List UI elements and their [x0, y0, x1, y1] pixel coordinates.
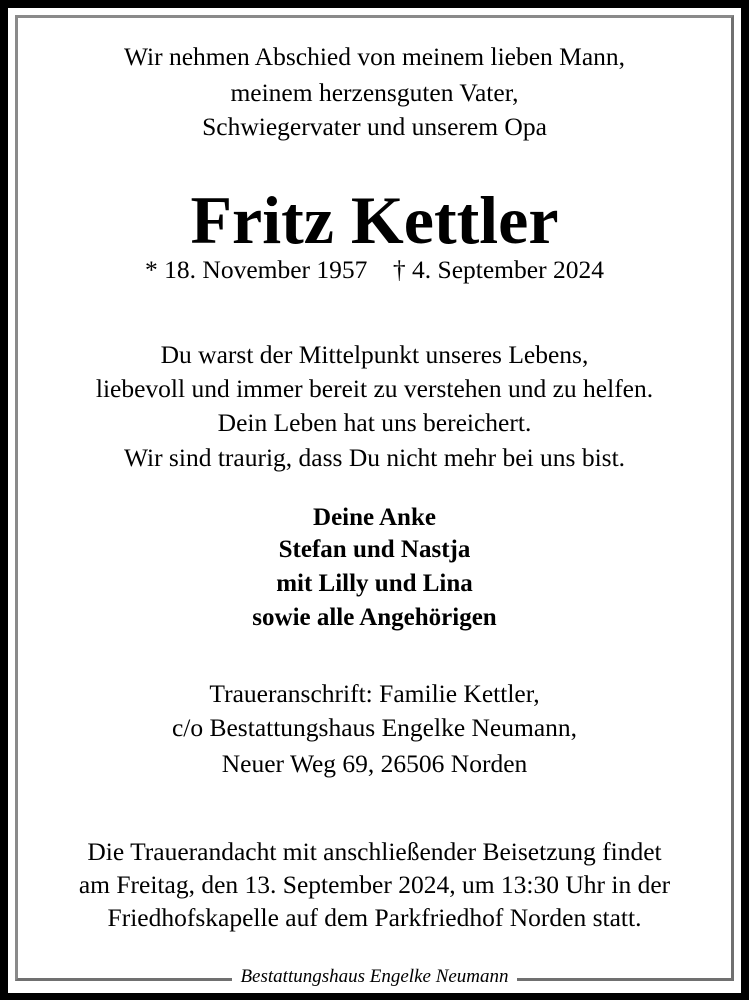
intro-line: Wir nehmen Abschied von meinem lieben Mann,: [123, 42, 626, 71]
address-line: Traueranschrift: Familie Kettler,: [209, 679, 540, 708]
mourner-line: Stefan und Nastja: [278, 536, 471, 563]
verse-line: Wir sind traurig, dass Du nicht mehr bei uns bist.: [123, 443, 626, 472]
deceased-name: Fritz Kettler: [190, 182, 559, 258]
mourner-line: mit Lilly und Lina: [276, 570, 473, 597]
verse-line: Du warst der Mittelpunkt unseres Lebens,: [160, 340, 589, 369]
verse-line: liebevoll und immer bereit zu verstehen und zu helfen.: [95, 374, 654, 403]
service-line: Friedhofskapelle auf dem Parkfriedhof Norden statt.: [107, 903, 642, 932]
mourner-line: Deine Anke: [313, 504, 436, 531]
intro-line: meinem herzensguten Vater,: [230, 78, 519, 107]
verse-line: Dein Leben hat uns bereichert.: [217, 408, 532, 437]
funeral-home-footer: [0, 965, 749, 989]
address-line: Neuer Weg 69, 26506 Norden: [221, 749, 528, 778]
intro-line: Schwiegervater und unserem Opa: [202, 112, 547, 141]
mourner-line: sowie alle Angehörigen: [252, 604, 497, 631]
funeral-home-name: Bestattungshaus Engelke Neumann: [232, 966, 516, 987]
service-line: Die Trauerandacht mit anschließender Beisetzung findet: [87, 837, 662, 866]
service-line: am Freitag, den 13. September 2024, um 13:30 Uhr in der: [78, 870, 671, 899]
life-dates: * 18. November 1957 † 4. September 2024: [145, 255, 604, 284]
address-line: c/o Bestattungshaus Engelke Neumann,: [171, 713, 578, 742]
